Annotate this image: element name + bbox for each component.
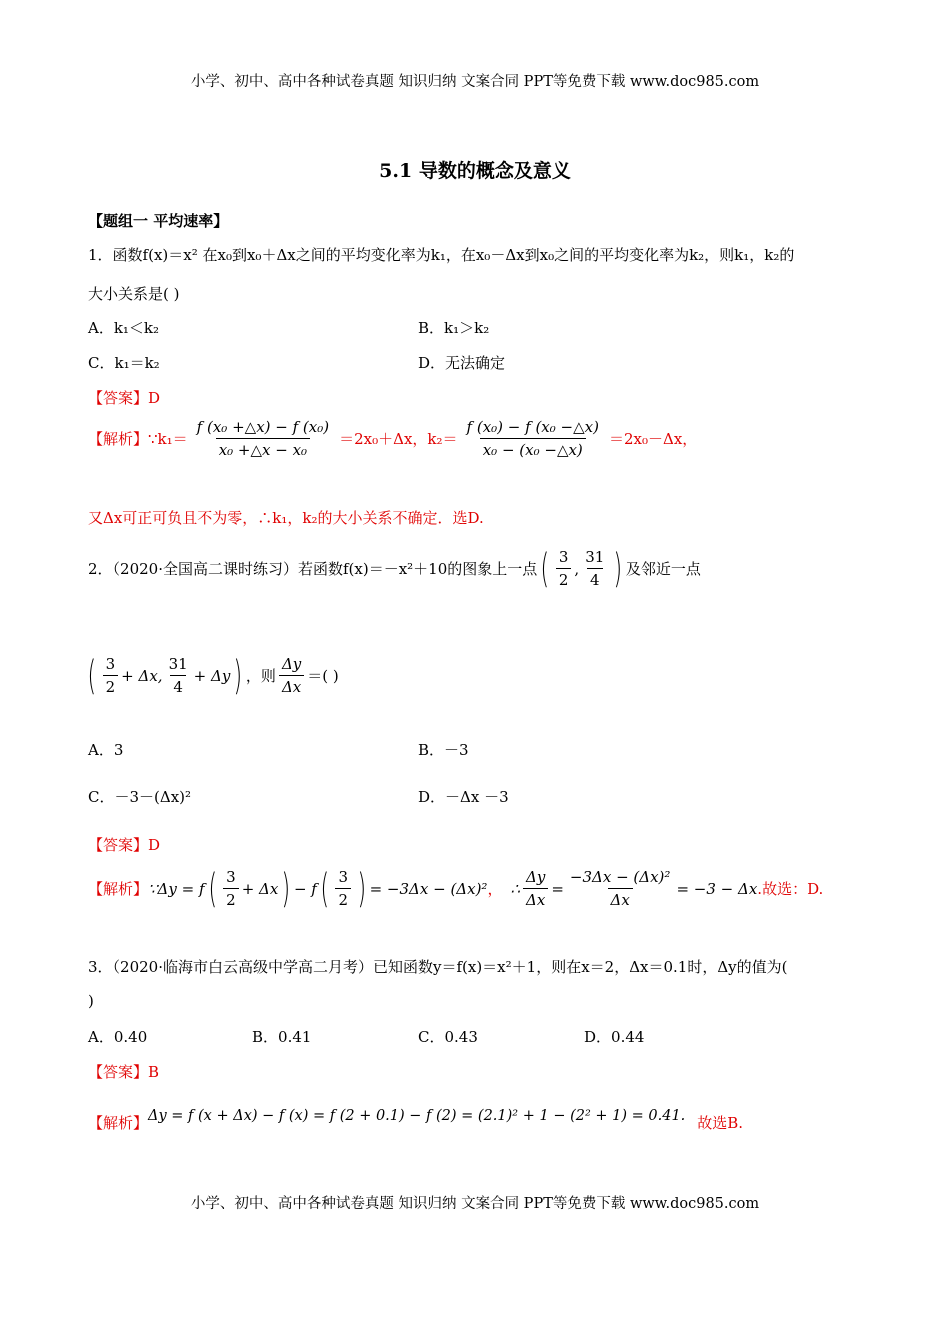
q3-answer: 【答案】B (88, 1063, 160, 1081)
q2-expr1-paren2-close: ) (357, 865, 367, 912)
q2-expr1-frac2-num: 3 (338, 868, 348, 886)
q2-solution (88, 865, 824, 912)
q2-point2-x-num: 3 (105, 655, 116, 673)
q2-expr1-minus: − f (293, 879, 317, 898)
q2-expr2-eq: = (551, 879, 564, 898)
q3-solution-label: 【解析】 (88, 1114, 149, 1132)
q2-point2-y-num: 31 (168, 655, 188, 673)
q2-paren-open: ( (540, 545, 550, 592)
q2-expr2-end: = −3 − Δx (676, 879, 758, 898)
q2-expr1-frac (223, 868, 239, 909)
q2-expr1-paren-open: ( (208, 865, 217, 912)
q2-point1-x-den: 2 (556, 568, 572, 589)
q1-option-c: C．k₁＝k₂ (88, 354, 160, 372)
q2-stem-tail: 及邻近一点 (625, 560, 701, 578)
q1-option-b: B．k₁＞k₂ (418, 319, 490, 337)
q1-fraction-k2 (464, 418, 602, 459)
q2-expr2-frac (567, 868, 674, 909)
q3-stem-line2: ) (88, 992, 94, 1010)
q2-ratio (279, 655, 304, 696)
q1-solution-mid: ＝2x₀＋Δx，k₂＝ (339, 430, 458, 448)
q1-k2-numerator: f (x₀) − f (x₀ −△x) (466, 418, 599, 436)
q2-expr2-pre: ∴ (510, 879, 521, 898)
q2-point1-x (556, 548, 572, 589)
q2-expr2-ratio-den: Δx (523, 888, 548, 909)
q3-stem-line1: 3．（2020·临海市白云高级中学高二月考）已知函数y＝f(x)＝x²＋1，则在x＝2，Δx＝0.1时，Δy的值为( (88, 958, 788, 976)
q2-stem-mid: ，则 (245, 667, 276, 685)
q2-point2-y-tail: + Δy (193, 666, 231, 685)
q2-expr1-frac-num: 3 (226, 868, 236, 886)
q2-paren2-open: ( (87, 652, 97, 699)
q2-expr2-ratio-num: Δy (526, 868, 546, 886)
q2-expr1-frac-den: 2 (223, 888, 239, 909)
q2-point2-x-tail: + Δx, (121, 666, 163, 685)
q2-option-b: B．－3 (418, 741, 469, 759)
q2-paren-close: ) (613, 545, 623, 592)
q2-point2-y (166, 655, 191, 696)
q2-stem-text: 2．（2020·全国高二课时练习）若函数f(x)＝－x²＋10的图象上一点 (88, 560, 538, 578)
q2-point2-y-den: 4 (170, 675, 186, 696)
q3-option-a: A．0.40 (88, 1028, 148, 1046)
q2-point1-y-den: 4 (587, 568, 603, 589)
q2-point1-comma: , (574, 559, 580, 578)
q2-option-d: D．－Δx －3 (418, 788, 509, 806)
q2-option-c: C．－3－(Δx)² (88, 788, 192, 806)
page-header: 小学、初中、高中各种试卷真题 知识归纳 文案合同 PPT等免费下载 www.doc985.com (190, 74, 760, 90)
q1-k1-denominator: x₀ +△x − x₀ (216, 438, 310, 459)
q2-paren2-close: ) (233, 652, 243, 699)
q1-option-a: A．k₁＜k₂ (88, 319, 160, 337)
q1-solution-because: ∵k₁＝ (148, 430, 188, 448)
q2-expr1-paren-close: ) (281, 865, 291, 912)
q2-expr2-frac-num: −3Δx − (Δx)² (569, 868, 671, 886)
q2-expr1-paren2-open: ( (320, 865, 329, 912)
q2-option-a: A．3 (88, 741, 124, 759)
q1-solution-label: 【解析】 (88, 430, 149, 448)
q2-expr1-frac2 (335, 868, 351, 909)
q1-k1-numerator: f (x₀ +△x) − f (x₀) (196, 418, 330, 436)
q2-answer: 【答案】D (88, 836, 161, 854)
page-footer: 小学、初中、高中各种试卷真题 知识归纳 文案合同 PPT等免费下载 www.doc985.com (190, 1196, 760, 1212)
q1-stem-line1: 1．函数f(x)＝x² 在x₀到x₀＋Δx之间的平均变化率为k₁，在x₀－Δx到x₀之间的平均变化率为k₂，则k₁，k₂的 (88, 246, 795, 264)
q1-option-d: D．无法确定 (418, 354, 506, 372)
q2-ratio-num: Δy (281, 655, 302, 673)
q1-solution-line2: 又Δx可正可负且不为零，∴k₁，k₂的大小关系不确定．选D. (88, 509, 484, 527)
q2-expr2-tail: .故选：D. (757, 880, 824, 898)
q2-ratio-den: Δx (279, 675, 304, 696)
q3-solution-expr: Δy = f (x + Δx) − f (x) = f (2 + 0.1) − f (2) = (2.1)² + 1 − (2² + 1) = 0.41. (148, 1107, 686, 1124)
q2-stem-line1 (88, 545, 701, 592)
q2-expr-comma: ， (487, 880, 503, 898)
q1-solution (88, 418, 697, 459)
q3-solution (88, 1098, 743, 1133)
q2-expr1-end: = −3Δx − (Δx)² (369, 879, 488, 898)
q2-expr1: ∵Δy = f (148, 879, 205, 898)
q2-stem-line2-tail: ＝( ) (307, 667, 339, 685)
q2-stem-line2 (84, 652, 339, 699)
q2-point1-y-num: 31 (585, 548, 605, 566)
q2-point2-x (103, 655, 119, 696)
q1-k2-denominator: x₀ − (x₀ −△x) (480, 438, 586, 459)
q2-expr2-frac-den: Δx (608, 888, 633, 909)
page-title: 5.1 导数的概念及意义 (379, 160, 571, 182)
q3-option-c: C．0.43 (418, 1028, 478, 1046)
q2-point1-x-num: 3 (558, 548, 569, 566)
q1-answer: 【答案】D (88, 389, 161, 407)
q1-stem-line2: 大小关系是( ) (88, 285, 180, 303)
q3-option-b: B．0.41 (252, 1028, 312, 1046)
q3-solution-tail: 故选B. (697, 1114, 744, 1132)
q1-solution-end: ＝2x₀－Δx， (608, 430, 698, 448)
q3-option-d: D．0.44 (584, 1028, 645, 1046)
group-heading: 【题组一 平均速率】 (88, 212, 229, 230)
q2-solution-label: 【解析】 (88, 880, 149, 898)
q2-point2-x-den: 2 (103, 675, 119, 696)
q1-fraction-k1 (194, 418, 332, 459)
q2-expr1-paren-tail: + Δx (241, 879, 279, 898)
q2-point1-y (582, 548, 607, 589)
q2-expr1-frac2-den: 2 (335, 888, 351, 909)
q2-expr2-ratio (523, 868, 548, 909)
